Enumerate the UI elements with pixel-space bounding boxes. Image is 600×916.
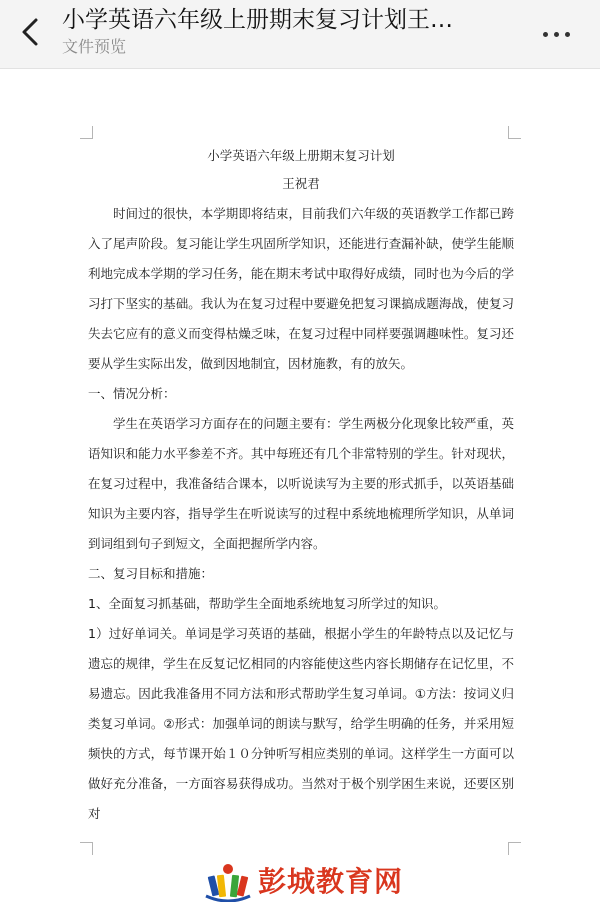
section-heading: 一、情况分析： [88,386,176,401]
book-logo-icon [200,862,256,902]
more-options-button[interactable] [540,22,580,42]
doc-heading: 小学英语六年级上册期末复习计划 [207,148,395,163]
page-corner-mark [508,126,521,139]
doc-paragraph: 时间过的很快，本学期即将结束，目前我们六年级的英语教学工作都已跨入了尾声阶段。复习能让学生巩固所学知识，还能进行查漏补缺，使学生能顺利地完成本学期的学习任务，能在期末考试中取得好成绩，同时也为今后的学习打下坚实的基础。我认为在复习过程中要避免把复习课搞成题海战，使复习失去它应有的意义而变得枯燥乏味，在复习过程中同样要强调趣味性。复习还要从学生实际出发，做到因地制宜，因材施教，有的放矢。 [88,206,514,371]
more-dots-icon [543,32,548,37]
doc-author: 王祝君 [282,176,320,191]
doc-paragraph: 学生在英语学习方面存在的问题主要有：学生两极分化现象比较严重，英语知识和能力水平参差不齐。其中每班还有几个非常特别的学生。针对现状，在复习过程中，我准备结合课本，以听说读写为主要的形式抓手，以英语基础知识为主要内容，指导学生在听说读写的过程中系统地梳理所学知识，从单词到词组到句子到短文，全面把握所学内容。 [88,416,514,551]
title-bar [0,0,600,69]
page-subtitle: 文件预览 [62,37,127,56]
section-heading: 二、复习目标和措施： [88,566,214,581]
back-button[interactable] [14,14,48,50]
chevron-left-icon [14,14,48,50]
watermark-text: 彭城教育网 [258,865,404,898]
doc-paragraph: 1）过好单词关。单词是学习英语的基础，根据小学生的年龄特点以及记忆与遗忘的规律，学生在反复记忆相同的内容能使这些内容长期储存在记忆里，不易遗忘。因此我准备用不同方法和形式帮助学生复习单词。①方法：按词义归类复习单词。②形式：加强单词的朗读与默写，给学生明确的任务，并采用短频快的方式，每节课开始１０分钟听写相应类别的单词。这样学生一方面可以做好充分准备，一方面容易获得成功。当然对于极个别学困生来说，还要区别对 [88,626,514,821]
site-watermark [200,862,420,902]
document-page [88,143,514,829]
page-corner-mark [508,842,521,855]
doc-paragraph: 1、全面复习抓基础，帮助学生全面地系统地复习所学过的知识。 [88,596,446,611]
page-corner-mark [80,842,93,855]
document-title: 小学英语六年级上册期末复习计划王… [62,7,453,33]
page-corner-mark [80,126,93,139]
